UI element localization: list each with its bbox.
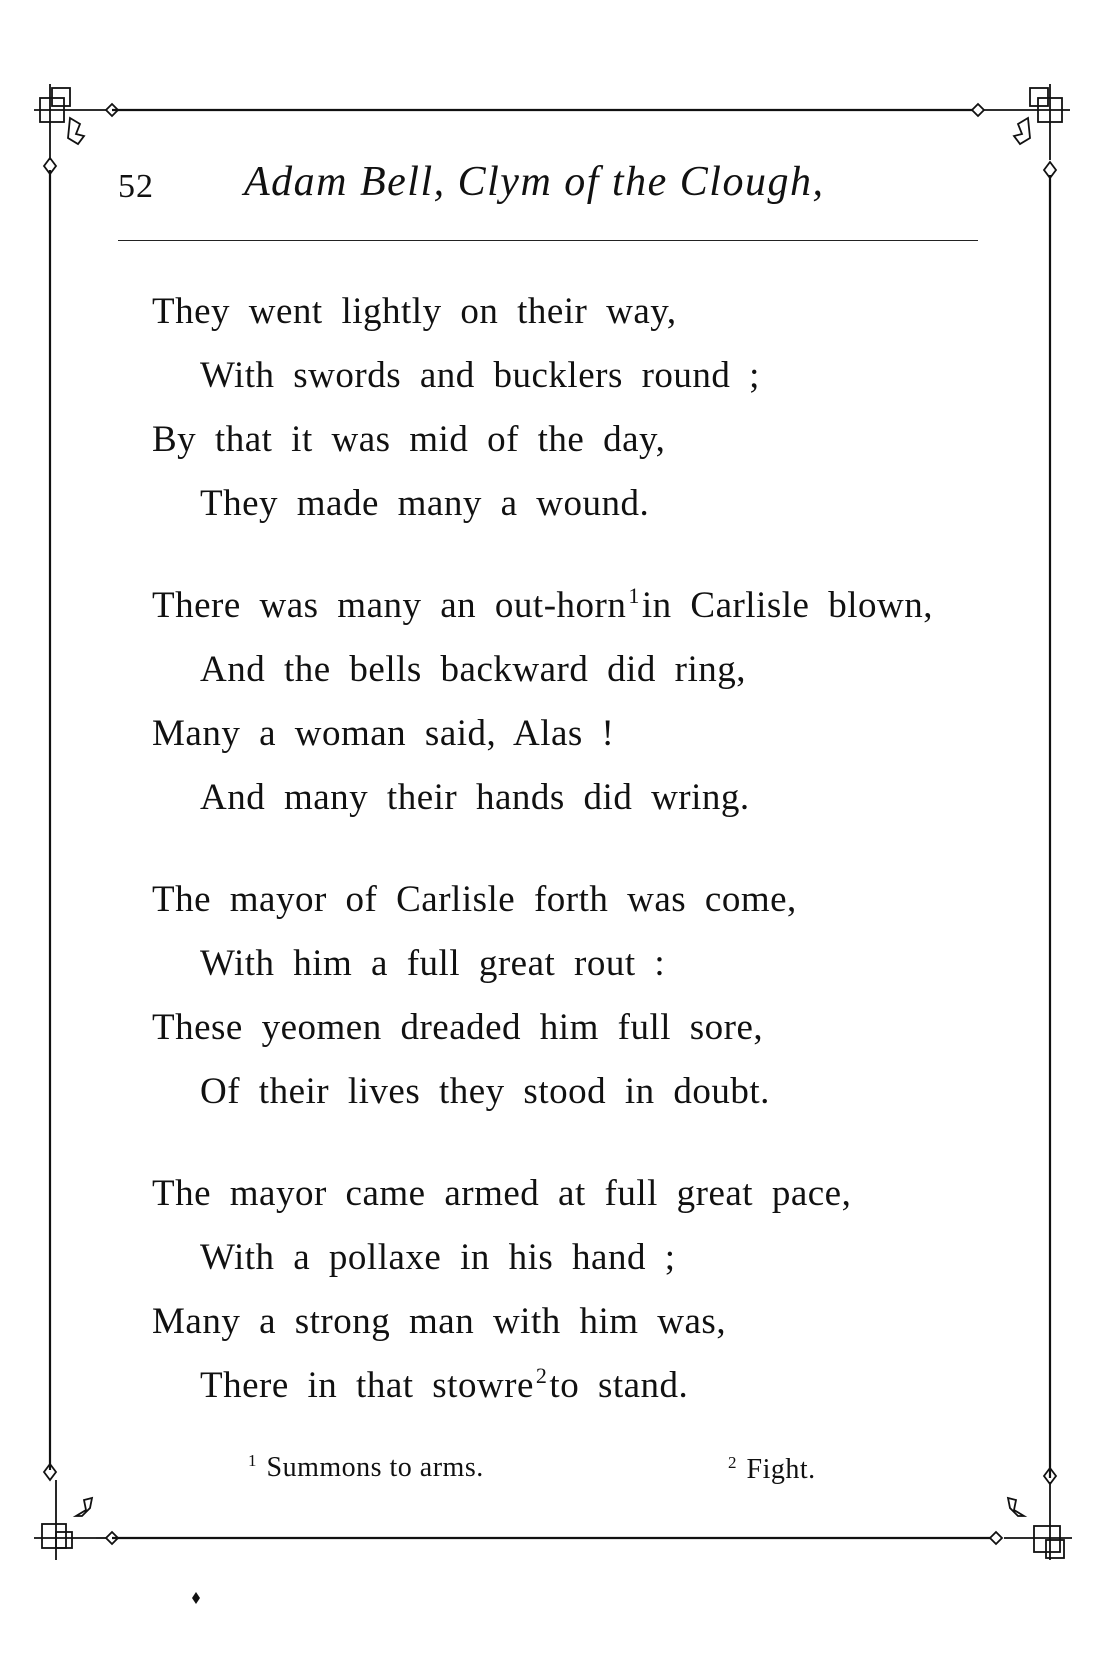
- verse-line: With him a full great rout :: [200, 943, 666, 984]
- poem-body: [152, 280, 1012, 1456]
- footnotes: [246, 1452, 846, 1492]
- footnote-reference: 1: [628, 583, 640, 608]
- verse-line: And many their hands did wring.: [200, 777, 750, 818]
- verse-text: There was many an out-horn: [152, 585, 627, 626]
- verse-line: And the bells backward did ring,: [200, 649, 746, 690]
- verse-text: in Carlisle blown,: [641, 585, 933, 626]
- verse-line-with-footnote: [152, 1354, 1012, 1418]
- verse-line-with-footnote: [152, 574, 1012, 638]
- footnote-text: Summons to arms.: [266, 1452, 484, 1483]
- footnote-reference: 2: [535, 1363, 548, 1388]
- verse-text: to stand.: [549, 1365, 689, 1406]
- verse-line: They made many a wound.: [200, 483, 650, 524]
- verse-line: By that it was mid of the day,: [152, 419, 666, 460]
- verse-line: With a pollaxe in his hand ;: [200, 1237, 676, 1278]
- footnote-mark: 2: [728, 1453, 737, 1472]
- corner-ornament-bottom-left: [34, 1464, 118, 1560]
- stanza-3: [152, 868, 1012, 1124]
- corner-ornament-top-right: [972, 84, 1070, 178]
- verse-line: The mayor of Carlisle forth was come,: [152, 879, 797, 920]
- footnote-1: [246, 1452, 484, 1484]
- verse-line: With swords and bucklers round ;: [200, 355, 760, 396]
- verse-line: The mayor came armed at full great pace,: [152, 1173, 852, 1214]
- footnote-text: Fight.: [746, 1454, 816, 1485]
- running-title: Adam Bell, Clym of the Clough,: [244, 159, 825, 205]
- verse-line: These yeomen dreaded him full sore,: [152, 1007, 764, 1048]
- footnote-mark: 1: [248, 1451, 257, 1470]
- verse-line: Many a woman said, Alas !: [152, 713, 615, 754]
- stanza-2: [152, 574, 1012, 830]
- header-rule: [118, 240, 978, 241]
- running-header: [118, 158, 978, 208]
- verse-line: Many a strong man with him was,: [152, 1301, 727, 1342]
- corner-ornament-bottom-right: [990, 1468, 1072, 1560]
- verse-line: They went lightly on their way,: [152, 291, 677, 332]
- footnote-2: [726, 1454, 816, 1486]
- verse-line: Of their lives they stood in doubt.: [200, 1071, 770, 1112]
- printing-mark: [192, 1592, 200, 1604]
- corner-ornament-top-left: [34, 84, 118, 174]
- stanza-1: [152, 280, 1012, 536]
- page-number: 52: [118, 168, 154, 205]
- verse-text: There in that stowre: [200, 1365, 534, 1406]
- stanza-4: [152, 1162, 1012, 1418]
